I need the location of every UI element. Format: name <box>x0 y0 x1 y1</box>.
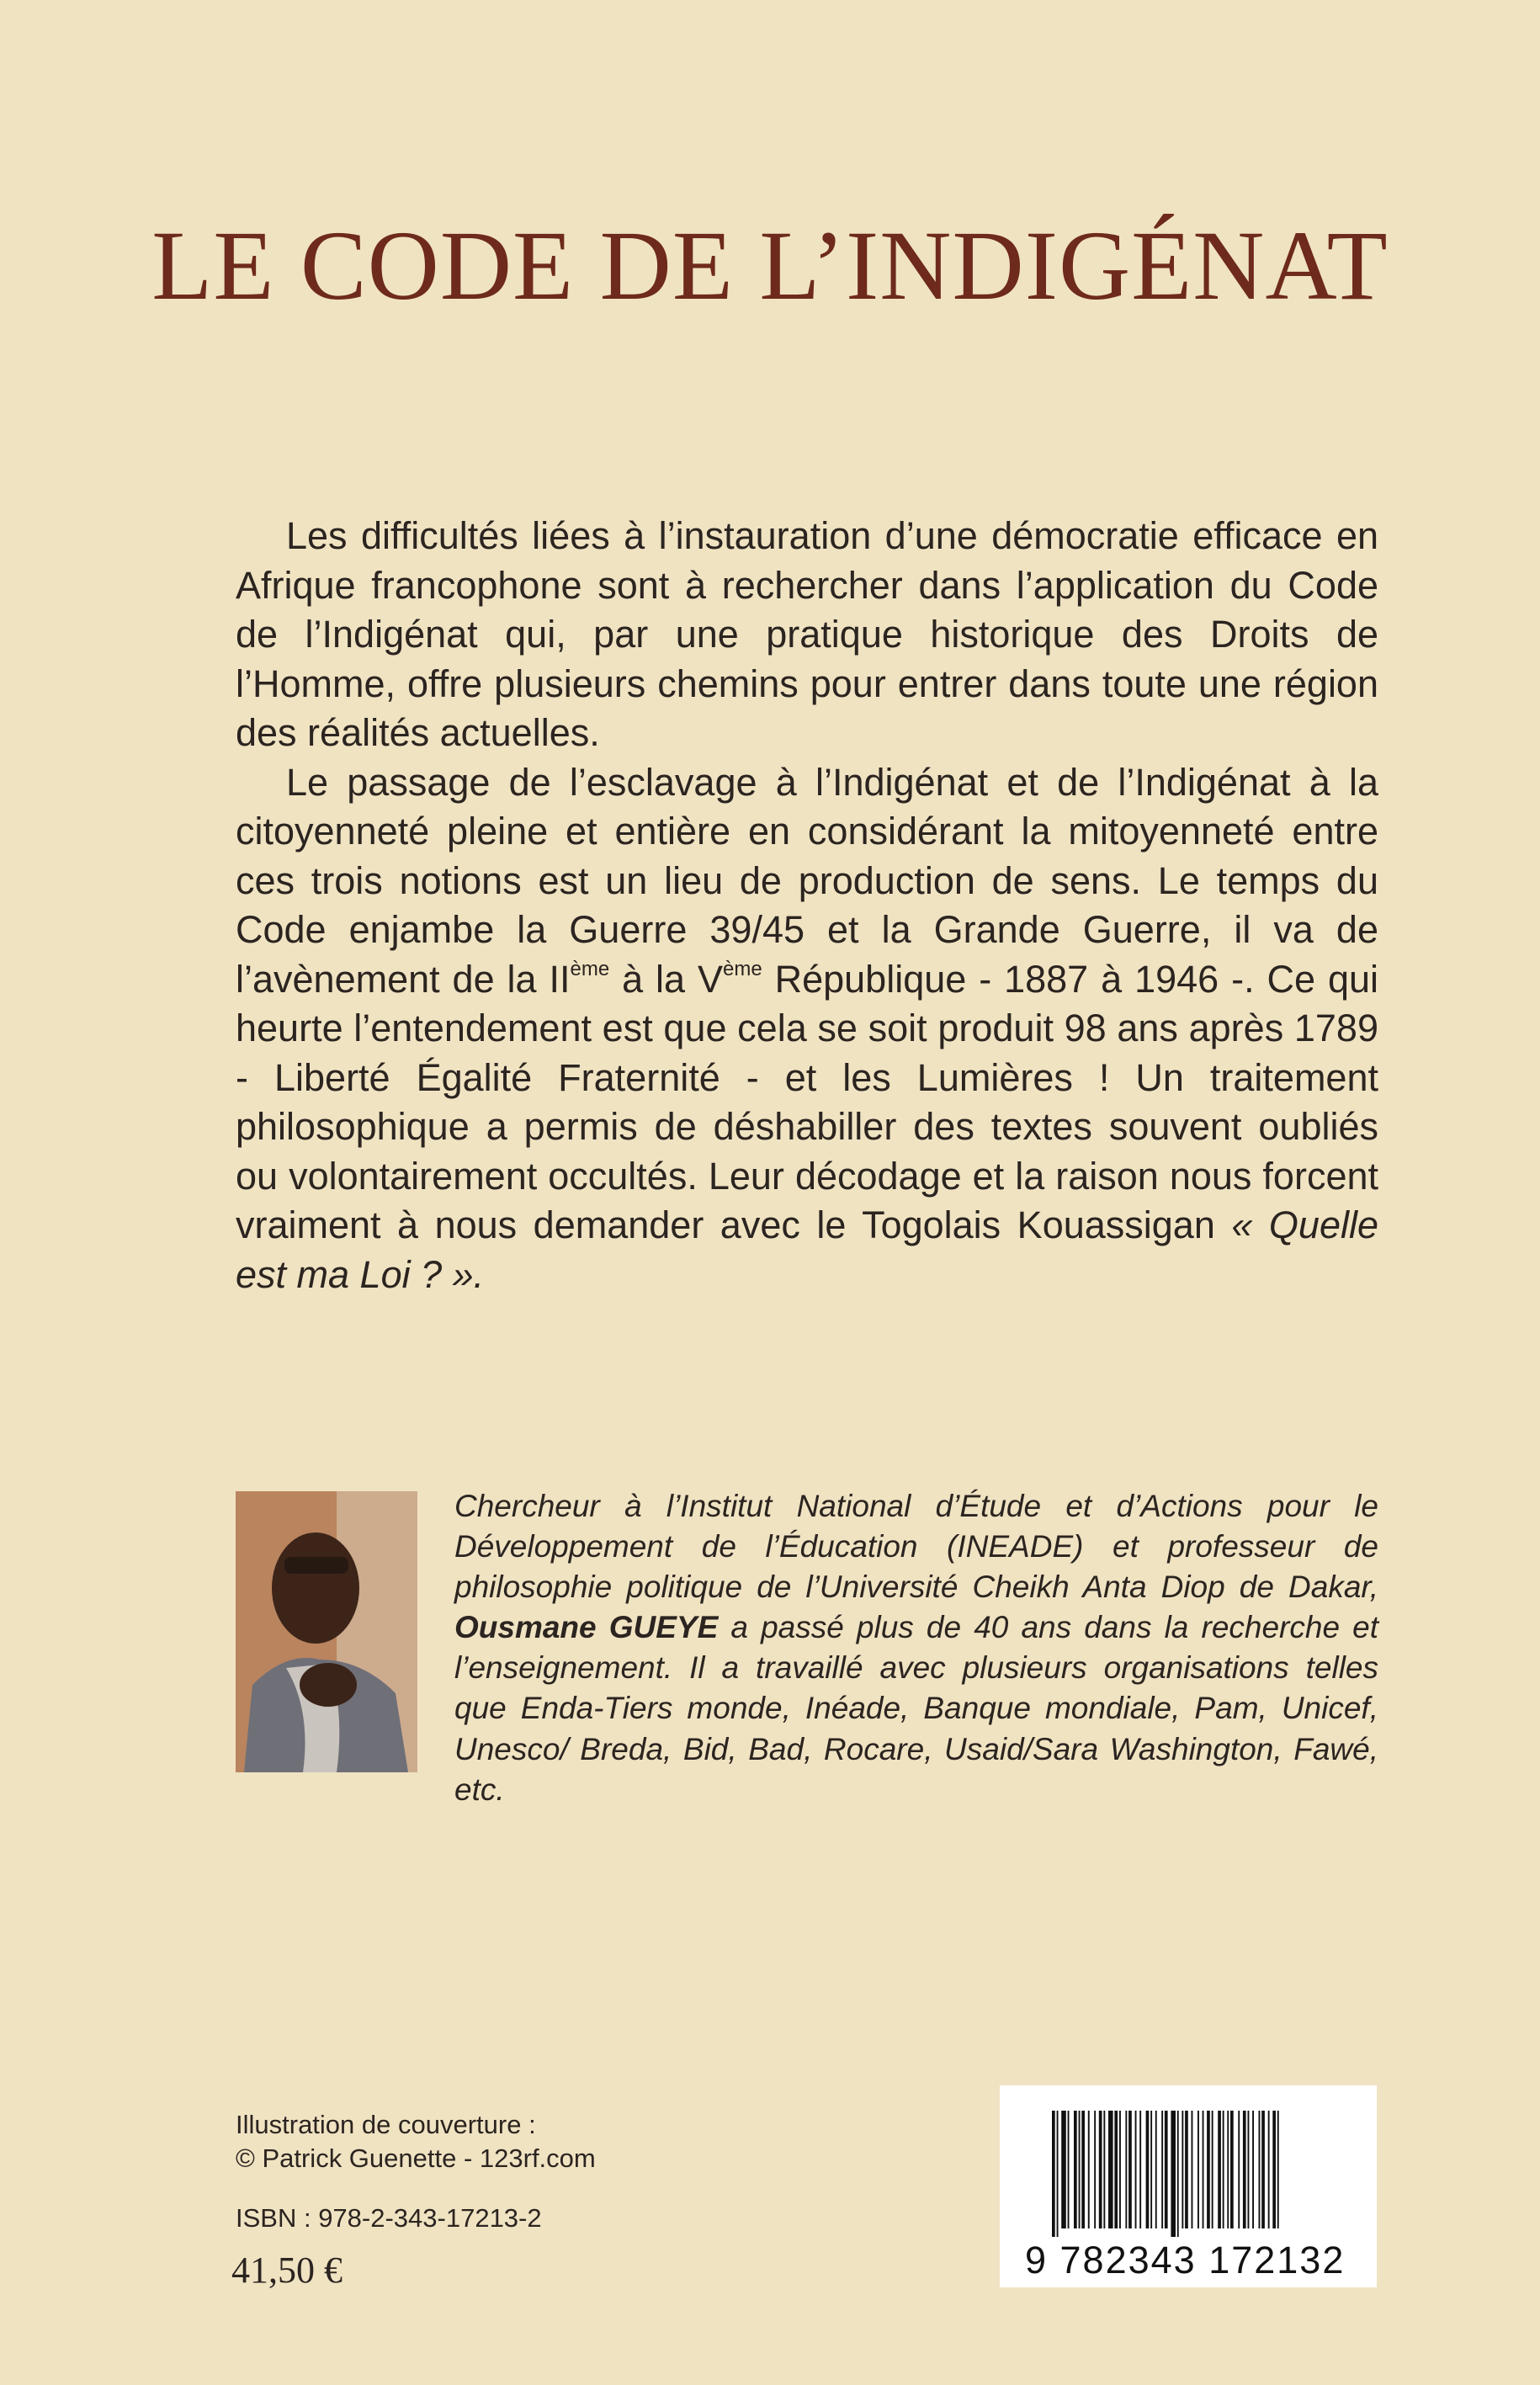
credits-line-1: Illustration de couverture : <box>236 2110 536 2139</box>
price: 41,50 € <box>231 2250 343 2291</box>
author-biography: Chercheur à l’Institut National d’Étude et d’Actions pour le Développement de l’Éducation (INEADE) et professeur de philosophie politique de l’Université Cheikh Anta Diop de Dakar, Ousmane GUEYE a passé plus de 40 ans dans la recherche et l’enseignement. Il a travaillé avec plusieurs organisations telles que Enda-Tiers monde, Inéade, Banque mondiale, Pam, Unicef, Unesco/ Breda, Bid, Bad, Rocare, Usaid/Sara Washington, Fawé, etc. <box>454 1489 1378 1807</box>
summary-paragraph-1: Les difficultés liées à l’instauration d’une démocratie efficace en Afrique francophone sont à rechercher dans l’application du Code de l’Indigénat qui, par une pratique historique des Droits de l’Homme, offre plusieurs chemins pour entrer dans toute une région des réalités actuelles. <box>236 514 1378 754</box>
author-photo <box>236 1491 417 1772</box>
back-cover-summary <box>236 512 1378 1299</box>
isbn: ISBN : 978-2-343-17213-2 <box>236 2203 542 2233</box>
barcode <box>1000 2085 1377 2287</box>
barcode-digits: 9 782343 172132 <box>1025 2239 1346 2281</box>
cover-credits <box>236 2108 596 2176</box>
barcode-bars <box>1052 2111 1330 2237</box>
author-name: Ousmane GUEYE <box>454 1610 719 1645</box>
quote-text: « Quelle est ma Loi ? ». <box>236 1203 1378 1296</box>
summary-paragraph-2: Le passage de l’esclavage à l’Indigénat et de l’Indigénat à la citoyenneté pleine et entière en considérant la mitoyenneté entre ces trois notions est un lieu de production de sens. Le temps du Code enjambe la Guerre 39/45 et la Grande Guerre, il va de l’avènement de la IIème à la Vème République - 1887 à 1946 -. Ce qui heurte l’entendement est que cela se soit produit 98 ans après 1789 - Liberté Égalité Fraternité - et les Lumières ! Un traitement philosophique a permis de déshabiller des textes souvent oubliés ou volontairement occultés. Leur décodage et la raison nous forcent vraiment à nous demander avec le Togolais Kouassigan « Quelle est ma Loi ? ». <box>236 760 1378 1296</box>
book-title: LE CODE DE L’INDIGÉNAT <box>151 210 1389 321</box>
credits-line-2: © Patrick Guenette - 123rf.com <box>236 2143 596 2174</box>
